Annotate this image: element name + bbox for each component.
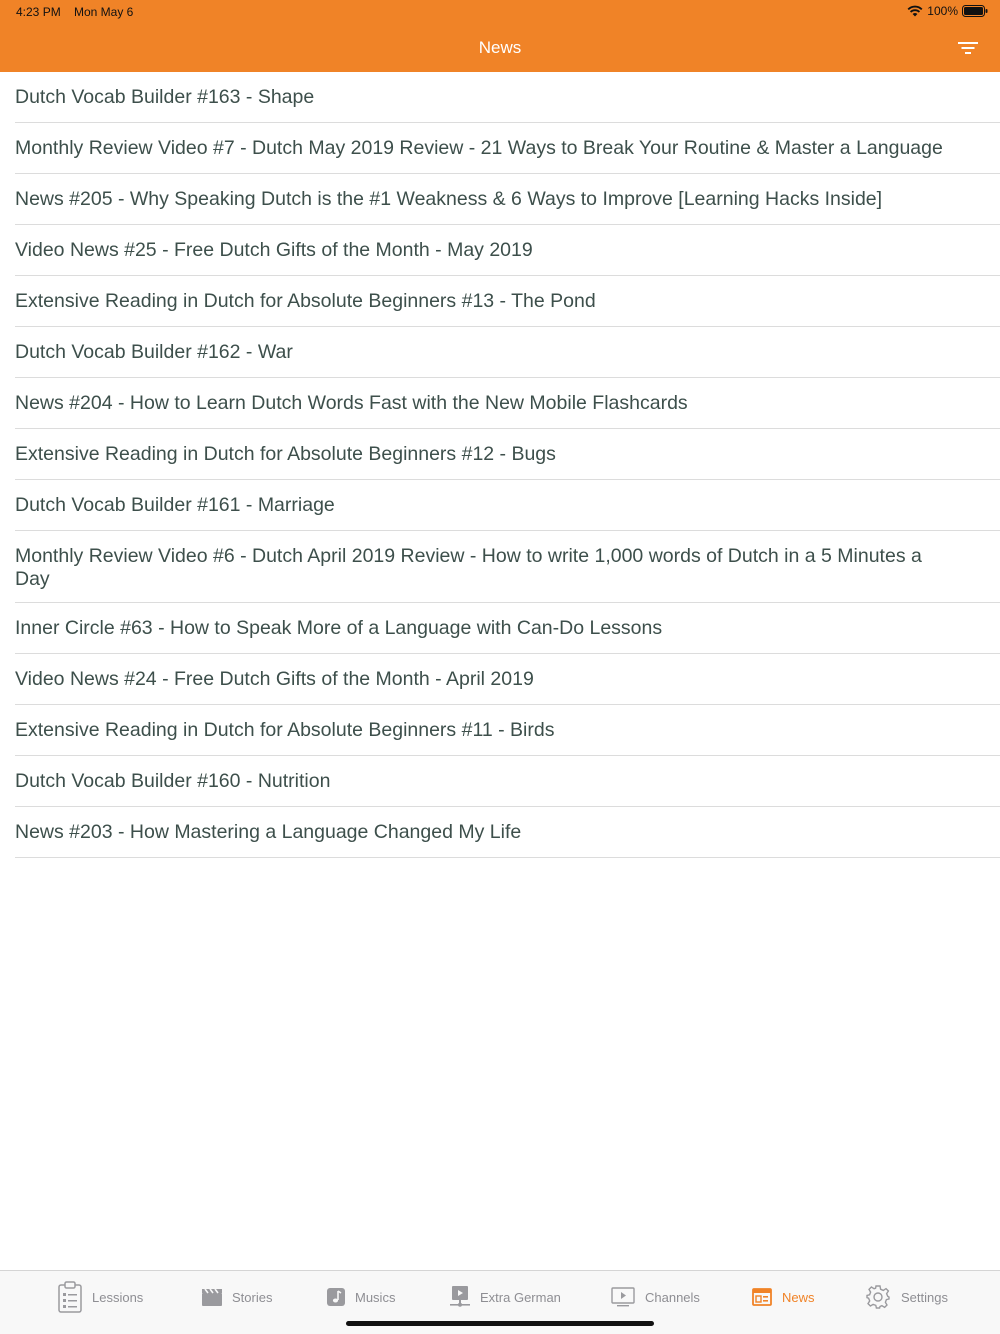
tab-label: Channels [645, 1289, 700, 1305]
list-item[interactable] [15, 654, 1000, 705]
tab-label: Settings [901, 1289, 948, 1305]
video-player-icon [450, 1286, 470, 1308]
tab-label: Extra German [480, 1289, 561, 1305]
list-item-title: Dutch Vocab Builder #161 - Marriage [15, 493, 335, 516]
tab-label: Lessions [92, 1289, 144, 1305]
list-item[interactable] [15, 480, 1000, 531]
music-note-icon [327, 1288, 345, 1306]
list-item[interactable] [15, 429, 1000, 480]
list-item[interactable] [15, 276, 1000, 327]
clipboard-icon [58, 1281, 82, 1313]
clapperboard-icon [202, 1288, 222, 1306]
tab-extra-german[interactable] [450, 1279, 561, 1315]
list-item-title: Inner Circle #63 - How to Speak More of a Language with Can-Do Lessons [15, 616, 663, 639]
tab-channels[interactable] [611, 1279, 700, 1315]
battery-icon [962, 5, 988, 17]
page-title: News [478, 38, 522, 57]
list-item-title: Monthly Review Video #6 - Dutch April 2019 Review - How to write 1,000 words of Dutch in a 5 Minutes a Day [15, 544, 922, 590]
battery-percent: 100% [927, 4, 958, 18]
filter-icon [958, 41, 978, 55]
tab-musics[interactable] [327, 1279, 395, 1315]
tab-label: Stories [232, 1289, 273, 1305]
list-item-title: Dutch Vocab Builder #160 - Nutrition [15, 769, 331, 792]
tab-lessions[interactable] [58, 1279, 143, 1315]
list-item[interactable] [15, 807, 1000, 858]
list-item-title: News #204 - How to Learn Dutch Words Fast with the New Mobile Flashcards [15, 391, 688, 414]
status-right [907, 4, 988, 18]
list-item[interactable] [15, 603, 1000, 654]
header [0, 0, 1000, 72]
tab-label: Musics [355, 1289, 396, 1305]
news-calendar-icon [752, 1288, 772, 1306]
list-item-title: Monthly Review Video #7 - Dutch May 2019 Review - 21 Ways to Break Your Routine & Master a Language [15, 136, 943, 159]
list-item[interactable] [15, 531, 1000, 603]
status-date: Mon May 6 [74, 5, 134, 19]
list-item-title: Extensive Reading in Dutch for Absolute Beginners #13 - The Pond [15, 289, 596, 312]
list-item[interactable] [15, 174, 1000, 225]
tab-settings[interactable] [865, 1279, 948, 1315]
list-item-title: News #203 - How Mastering a Language Changed My Life [15, 820, 522, 843]
list-item-title: Dutch Vocab Builder #162 - War [15, 340, 293, 363]
list-item[interactable] [15, 72, 1000, 123]
home-indicator [346, 1321, 654, 1326]
wifi-icon [907, 5, 923, 17]
filter-button[interactable] [954, 36, 982, 60]
list-item-title: Video News #25 - Free Dutch Gifts of the Month - May 2019 [15, 238, 533, 261]
list-item-title: Video News #24 - Free Dutch Gifts of the Month - April 2019 [15, 667, 534, 690]
list-item-title: News #205 - Why Speaking Dutch is the #1 Weakness & 6 Ways to Improve [Learning Hacks Inside] [15, 187, 883, 210]
gear-icon [865, 1284, 891, 1310]
list-item-title: Dutch Vocab Builder #163 - Shape [15, 85, 315, 108]
status-time: 4:23 PM [16, 5, 61, 19]
play-screen-icon [611, 1287, 635, 1307]
list-item[interactable] [15, 756, 1000, 807]
news-list [0, 72, 1000, 858]
tab-news[interactable] [752, 1279, 815, 1315]
list-item-title: Extensive Reading in Dutch for Absolute Beginners #11 - Birds [15, 718, 555, 741]
tab-stories[interactable] [202, 1279, 272, 1315]
list-item[interactable] [15, 378, 1000, 429]
tab-label: News [782, 1289, 815, 1305]
list-item[interactable] [15, 225, 1000, 276]
list-item-title: Extensive Reading in Dutch for Absolute Beginners #12 - Bugs [15, 442, 556, 465]
list-item[interactable] [15, 123, 1000, 174]
list-item[interactable] [15, 327, 1000, 378]
list-item[interactable] [15, 705, 1000, 756]
